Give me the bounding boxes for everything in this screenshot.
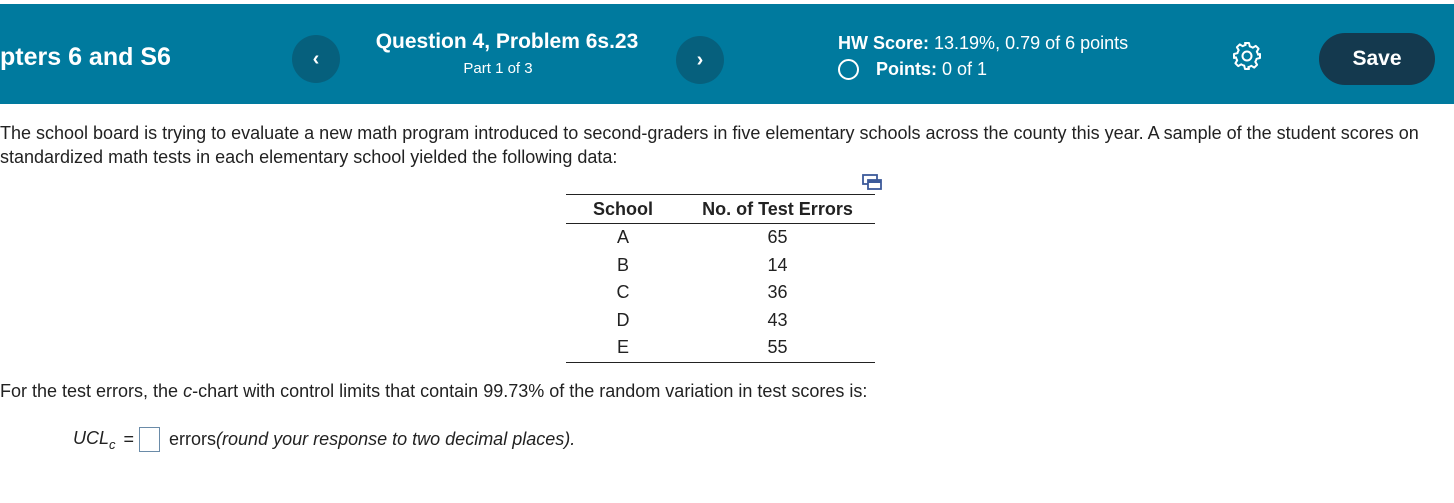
school-cell: B — [616, 254, 629, 275]
chapter-title: pters 6 and S6 — [0, 43, 171, 71]
points-row — [838, 59, 987, 80]
rounding-instruction: (round your response to two decimal places). — [216, 429, 576, 449]
gear-icon[interactable] — [1232, 41, 1262, 71]
data-table — [566, 194, 875, 363]
question-prefix: For the test errors, the — [0, 381, 184, 401]
ucl-subscript: c — [109, 436, 116, 452]
question-text — [0, 381, 867, 402]
errors-cell: 43 — [767, 309, 788, 330]
points-label: Points: — [876, 59, 937, 79]
ucl-label — [73, 428, 116, 452]
points-value: 0 of 1 — [937, 59, 988, 79]
question-title: Question 4, Problem 6s.23 — [375, 30, 639, 53]
table-header-row — [566, 195, 875, 224]
question-c-italic: c — [183, 381, 193, 401]
school-cell: E — [566, 334, 680, 362]
answer-row — [73, 427, 575, 452]
ucl-answer-input[interactable] — [139, 427, 160, 452]
previous-question-button[interactable] — [292, 35, 340, 83]
problem-statement: The school board is trying to evaluate a new math program introduced to second-graders in five elementary schools across the county this year. A sample of the student scores on standardized math tests in each elementary school yielded the following data: — [0, 123, 1419, 167]
errors-cell: 65 — [767, 227, 788, 248]
copy-data-icon[interactable] — [862, 174, 882, 190]
save-button[interactable]: Save — [1319, 33, 1435, 85]
hw-score — [838, 33, 1128, 54]
units-label: errors — [169, 429, 217, 449]
table-row — [566, 279, 875, 307]
table-row — [566, 307, 875, 335]
table-row — [566, 334, 875, 362]
errors-cell: 36 — [767, 282, 788, 303]
errors-cell: 14 — [767, 254, 788, 275]
hw-score-label: HW Score: — [838, 33, 930, 53]
table-row — [566, 252, 875, 280]
school-cell: C — [616, 282, 630, 303]
equals-sign: = — [123, 429, 135, 449]
circle-status-icon — [838, 59, 859, 80]
chevron-right-icon: › — [696, 48, 704, 71]
hw-score-value: 13.19%, 0.79 of 6 points — [929, 33, 1129, 53]
points — [876, 59, 987, 80]
table-row — [566, 224, 875, 252]
question-part: Part 1 of 3 — [463, 60, 533, 77]
school-cell: A — [616, 227, 629, 248]
chevron-left-icon: ‹ — [312, 47, 320, 70]
school-cell: D — [616, 309, 630, 330]
ucl-main: UCL — [73, 427, 110, 448]
next-question-button[interactable] — [676, 36, 724, 84]
column-header-errors: No. of Test Errors — [680, 195, 875, 224]
top-bar — [0, 4, 1454, 104]
question-suffix: -chart with control limits that contain 99.73% of the random variation in test scores is: — [192, 381, 868, 401]
errors-cell: 55 — [680, 334, 875, 362]
column-header-school: School — [566, 195, 680, 224]
